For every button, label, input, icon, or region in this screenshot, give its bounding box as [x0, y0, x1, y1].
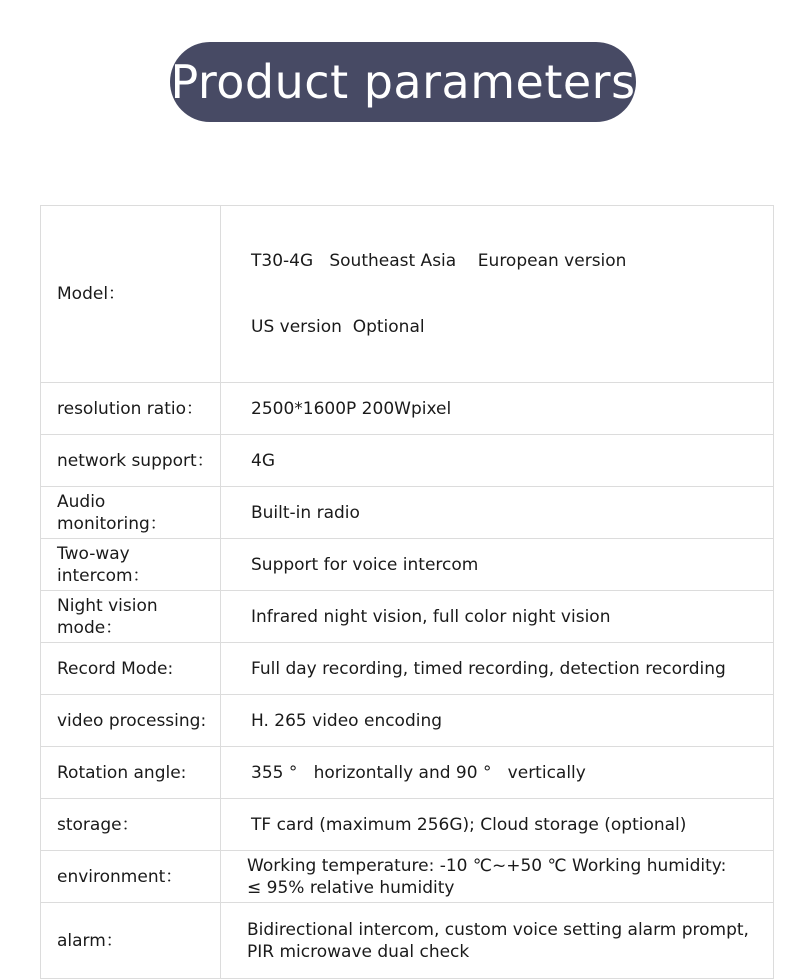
spec-value: Built-in radio	[221, 487, 774, 539]
spec-label: Audio monitoring：	[41, 487, 221, 539]
spec-value: Infrared night vision, full color night vision	[221, 591, 774, 643]
spec-row-video-processing	[41, 695, 774, 747]
spec-row-storage	[41, 799, 774, 851]
spec-value: 355 ° horizontally and 90 ° vertically	[221, 747, 774, 799]
spec-label: alarm：	[41, 903, 221, 979]
spec-label: Rotation angle:	[41, 747, 221, 799]
spec-value: Support for voice intercom	[221, 539, 774, 591]
spec-value: Working temperature: -10 ℃~+50 ℃ Working humidity: ≤ 95% relative humidity	[221, 851, 774, 903]
spec-value: Bidirectional intercom, custom voice setting alarm prompt, PIR microwave dual check	[221, 903, 774, 979]
spec-value: TF card (maximum 256G); Cloud storage (optional)	[221, 799, 774, 851]
spec-value: T30-4G Southeast Asia European version US version Optional	[221, 206, 774, 383]
spec-row-night-vision	[41, 591, 774, 643]
page-title: Product parameters	[170, 42, 636, 122]
spec-value: 2500*1600P 200Wpixel	[221, 383, 774, 435]
spec-table	[40, 205, 774, 979]
spec-row-rotation	[41, 747, 774, 799]
spec-row-resolution	[41, 383, 774, 435]
spec-value: H. 265 video encoding	[221, 695, 774, 747]
spec-row-network	[41, 435, 774, 487]
spec-label: environment：	[41, 851, 221, 903]
spec-value: Full day recording, timed recording, detection recording	[221, 643, 774, 695]
spec-label: network support：	[41, 435, 221, 487]
spec-label: Two-way intercom：	[41, 539, 221, 591]
spec-row-environment	[41, 851, 774, 903]
spec-label: storage：	[41, 799, 221, 851]
spec-row-record-mode	[41, 643, 774, 695]
spec-label: Night vision mode：	[41, 591, 221, 643]
spec-row-alarm	[41, 903, 774, 979]
spec-label: Record Mode:	[41, 643, 221, 695]
spec-row-audio	[41, 487, 774, 539]
spec-label: Model：	[41, 206, 221, 383]
spec-row-model	[41, 206, 774, 383]
spec-label: resolution ratio：	[41, 383, 221, 435]
spec-label: video processing:	[41, 695, 221, 747]
spec-value: 4G	[221, 435, 774, 487]
spec-row-intercom	[41, 539, 774, 591]
